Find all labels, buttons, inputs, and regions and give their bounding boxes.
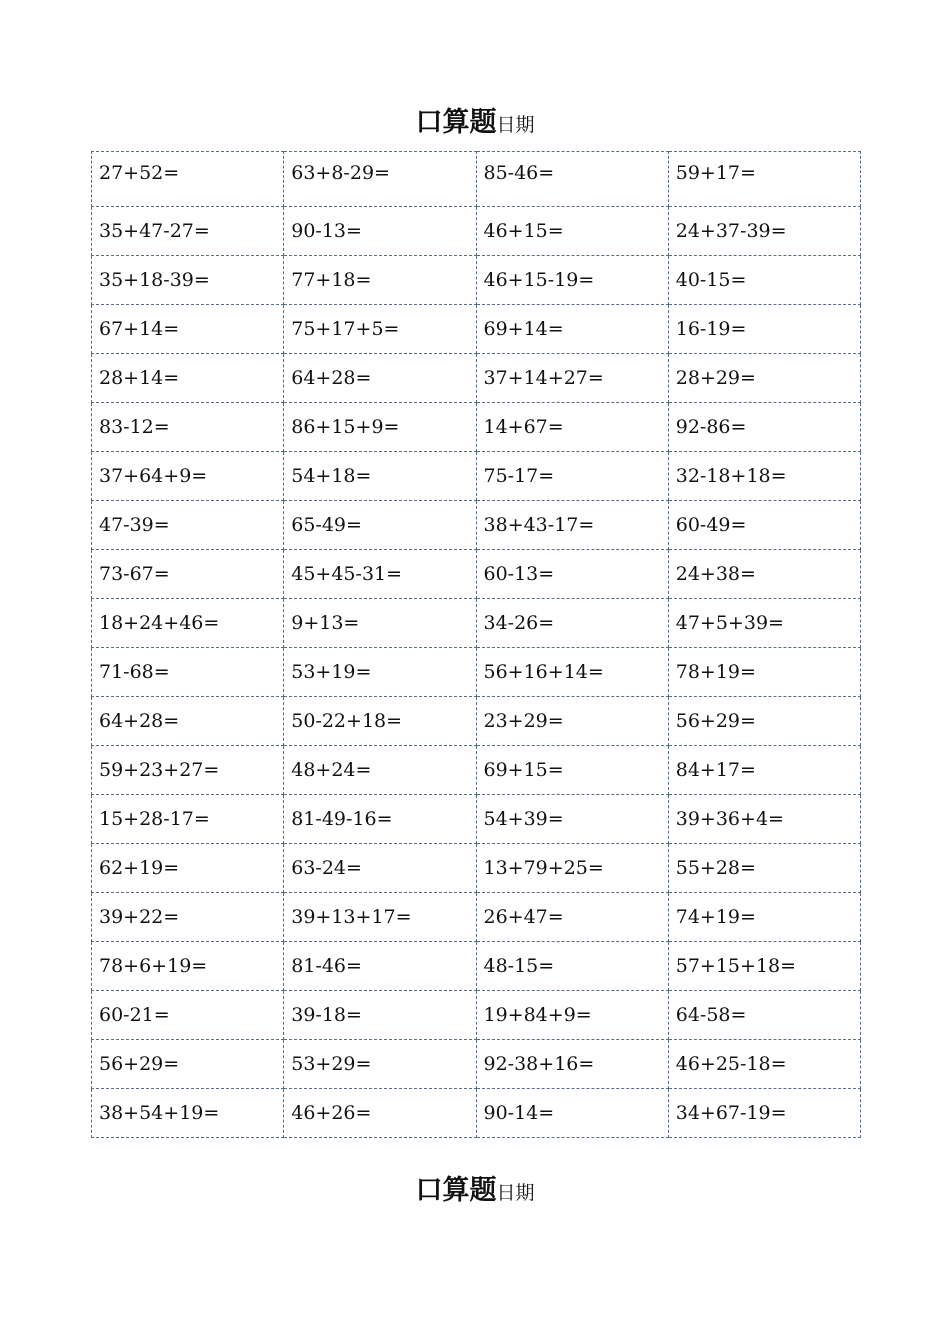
problem-row (92, 991, 861, 1040)
problem-cell: 84+17= (668, 746, 860, 795)
problem-cell: 65-49= (284, 501, 476, 550)
problem-cell: 15+28-17= (92, 795, 284, 844)
problem-row (92, 795, 861, 844)
problem-cell: 27+52= (92, 152, 284, 207)
problem-cell: 53+19= (284, 648, 476, 697)
problem-cell: 60-49= (668, 501, 860, 550)
problem-cell: 75+17+5= (284, 305, 476, 354)
problem-row (92, 452, 861, 501)
problem-cell: 24+37-39= (668, 207, 860, 256)
problem-cell: 46+15-19= (476, 256, 668, 305)
problem-cell: 34+67-19= (668, 1089, 860, 1138)
next-worksheet-title: 口算题 (415, 1175, 497, 1206)
problem-cell: 83-12= (92, 403, 284, 452)
problem-cell: 75-17= (476, 452, 668, 501)
problem-cell: 47-39= (92, 501, 284, 550)
problem-cell: 81-49-16= (284, 795, 476, 844)
problem-cell: 23+29= (476, 697, 668, 746)
problem-cell: 90-14= (476, 1089, 668, 1138)
problem-cell: 24+38= (668, 550, 860, 599)
problem-cell: 28+29= (668, 354, 860, 403)
problem-row (92, 942, 861, 991)
problem-row (92, 550, 861, 599)
problem-cell: 32-18+18= (668, 452, 860, 501)
problem-cell: 9+13= (284, 599, 476, 648)
problem-row (92, 256, 861, 305)
problem-row (92, 746, 861, 795)
problem-cell: 26+47= (476, 893, 668, 942)
problem-row (92, 697, 861, 746)
problem-cell: 64+28= (284, 354, 476, 403)
problem-cell: 47+5+39= (668, 599, 860, 648)
problem-row (92, 844, 861, 893)
problem-cell: 69+15= (476, 746, 668, 795)
problem-cell: 13+79+25= (476, 844, 668, 893)
problem-row (92, 305, 861, 354)
problem-cell: 40-15= (668, 256, 860, 305)
problem-cell: 16-19= (668, 305, 860, 354)
problem-cell: 86+15+9= (284, 403, 476, 452)
problem-cell: 56+29= (92, 1040, 284, 1089)
problem-cell: 81-46= (284, 942, 476, 991)
problem-cell: 54+18= (284, 452, 476, 501)
problem-cell: 45+45-31= (284, 550, 476, 599)
problem-cell: 64-58= (668, 991, 860, 1040)
problem-cell: 71-68= (92, 648, 284, 697)
problem-cell: 19+84+9= (476, 991, 668, 1040)
problem-cell: 48-15= (476, 942, 668, 991)
problem-cell: 46+25-18= (668, 1040, 860, 1089)
problem-cell: 60-13= (476, 550, 668, 599)
problem-cell: 63+8-29= (284, 152, 476, 207)
problem-cell: 50-22+18= (284, 697, 476, 746)
problem-cell: 46+26= (284, 1089, 476, 1138)
problem-cell: 38+43-17= (476, 501, 668, 550)
problem-cell: 38+54+19= (92, 1089, 284, 1138)
date-label: 日期 (496, 114, 535, 136)
problem-cell: 67+14= (92, 305, 284, 354)
problem-cell: 63-24= (284, 844, 476, 893)
problem-cell: 39+22= (92, 893, 284, 942)
problem-row (92, 648, 861, 697)
problem-cell: 48+24= (284, 746, 476, 795)
problem-row (92, 354, 861, 403)
problem-cell: 53+29= (284, 1040, 476, 1089)
problem-cell: 18+24+46= (92, 599, 284, 648)
problem-cell: 85-46= (476, 152, 668, 207)
next-date-label: 日期 (496, 1182, 535, 1204)
problem-row (92, 893, 861, 942)
problem-cell: 14+67= (476, 403, 668, 452)
problem-cell: 35+18-39= (92, 256, 284, 305)
problem-cell: 73-67= (92, 550, 284, 599)
problem-row (92, 599, 861, 648)
problem-cell: 59+23+27= (92, 746, 284, 795)
problem-cell: 46+15= (476, 207, 668, 256)
problem-cell: 90-13= (284, 207, 476, 256)
problem-cell: 62+19= (92, 844, 284, 893)
worksheet-heading (0, 100, 950, 139)
problem-cell: 39+36+4= (668, 795, 860, 844)
next-worksheet-heading (0, 1168, 950, 1207)
problem-cell: 64+28= (92, 697, 284, 746)
problem-cell: 60-21= (92, 991, 284, 1040)
problem-row (92, 403, 861, 452)
problem-cell: 34-26= (476, 599, 668, 648)
problem-table (91, 151, 861, 1138)
problem-cell: 92-86= (668, 403, 860, 452)
problem-cell: 55+28= (668, 844, 860, 893)
problem-cell: 35+47-27= (92, 207, 284, 256)
problem-cell: 39+13+17= (284, 893, 476, 942)
problem-cell: 39-18= (284, 991, 476, 1040)
problem-cell: 37+64+9= (92, 452, 284, 501)
problem-row (92, 501, 861, 550)
problem-cell: 69+14= (476, 305, 668, 354)
problem-cell: 74+19= (668, 893, 860, 942)
problem-cell: 28+14= (92, 354, 284, 403)
worksheet-title: 口算题 (415, 107, 497, 138)
problem-cell: 92-38+16= (476, 1040, 668, 1089)
problem-cell: 78+19= (668, 648, 860, 697)
problem-cell: 56+29= (668, 697, 860, 746)
problem-cell: 78+6+19= (92, 942, 284, 991)
problem-cell: 54+39= (476, 795, 668, 844)
problem-cell: 77+18= (284, 256, 476, 305)
problem-row (92, 1040, 861, 1089)
problem-cell: 56+16+14= (476, 648, 668, 697)
problem-row (92, 152, 861, 207)
problem-cell: 59+17= (668, 152, 860, 207)
problem-cell: 37+14+27= (476, 354, 668, 403)
problem-row (92, 207, 861, 256)
problem-table-body (92, 152, 861, 1138)
problem-row (92, 1089, 861, 1138)
problem-cell: 57+15+18= (668, 942, 860, 991)
